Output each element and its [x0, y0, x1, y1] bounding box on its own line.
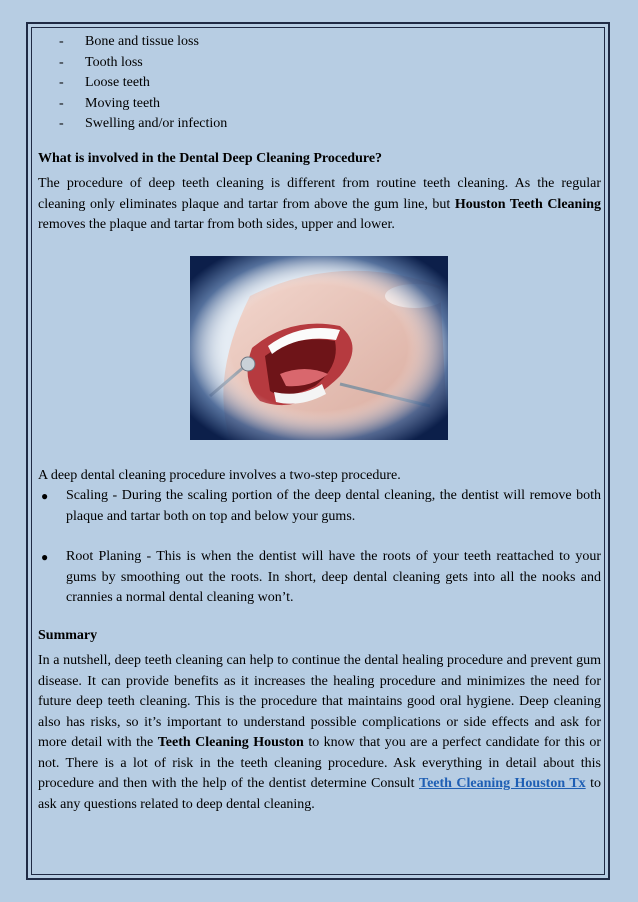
summary-heading: Summary: [38, 627, 98, 643]
procedure-heading: What is involved in the Dental Deep Cleaning Procedure?: [38, 150, 383, 166]
houston-teeth-cleaning-bold: Houston Teeth Cleaning: [454, 196, 601, 212]
list-item: - Bone and tissue loss: [59, 34, 199, 49]
list-item: - Moving teeth: [59, 95, 161, 111]
list-item: - Loose teeth: [59, 75, 150, 91]
risk-list: [38, 32, 601, 135]
list-item: - Swelling and/or infection: [59, 116, 228, 132]
document-body: [38, 32, 601, 815]
list-item: - Tooth loss: [59, 54, 143, 70]
summary-paragraph: In a nutshell, deep teeth cleaning can help to continue the dental healing procedure and prevent gum disease. It can provide benefits as it increases the healing procedure and minimizes the need for future deep teeth cleaning. This is the procedure that maintains good oral hygiene. Deep cleaning also has risks, so it’s important to understand possible complications or side effects and ask for more detail with the Teeth Cleaning Houston to know that you are a perfect candidate for this or not. There is a lot of risk in the teeth cleaning procedure. Ask everything in detail about this procedure and then with the help of the dentist determine Consult Teeth Cleaning Houston Tx to ask any questions related to deep dental cleaning.: [38, 653, 602, 812]
list-item: ● Root Planing - This is when the dentist will have the roots of your teeth reattached to your gums by smoothing out the roots. In short, deep dental cleaning gets into all the nooks and crannies a normal dental cleaning won’t.: [41, 549, 601, 606]
teeth-cleaning-houston-bold: Teeth Cleaning Houston: [157, 735, 304, 751]
dental-cleaning-photo: [190, 256, 448, 440]
teeth-cleaning-houston-tx-link[interactable]: Teeth Cleaning Houston Tx: [419, 776, 586, 792]
procedure-paragraph: The procedure of deep teeth cleaning is different from routine teeth cleaning. As the regular cleaning only eliminates plaque and tartar from above the gum line, but Houston Teeth Cleaning removes the plaque and tartar from both sides, upper and lower.: [38, 176, 601, 233]
list-item: ● Scaling - During the scaling portion of the deep dental cleaning, the dentist will remove both plaque and tartar both on top and below your gums.: [41, 488, 601, 524]
steps-intro: A deep dental cleaning procedure involves a two-step procedure.: [38, 467, 401, 483]
steps-list: [38, 486, 601, 609]
